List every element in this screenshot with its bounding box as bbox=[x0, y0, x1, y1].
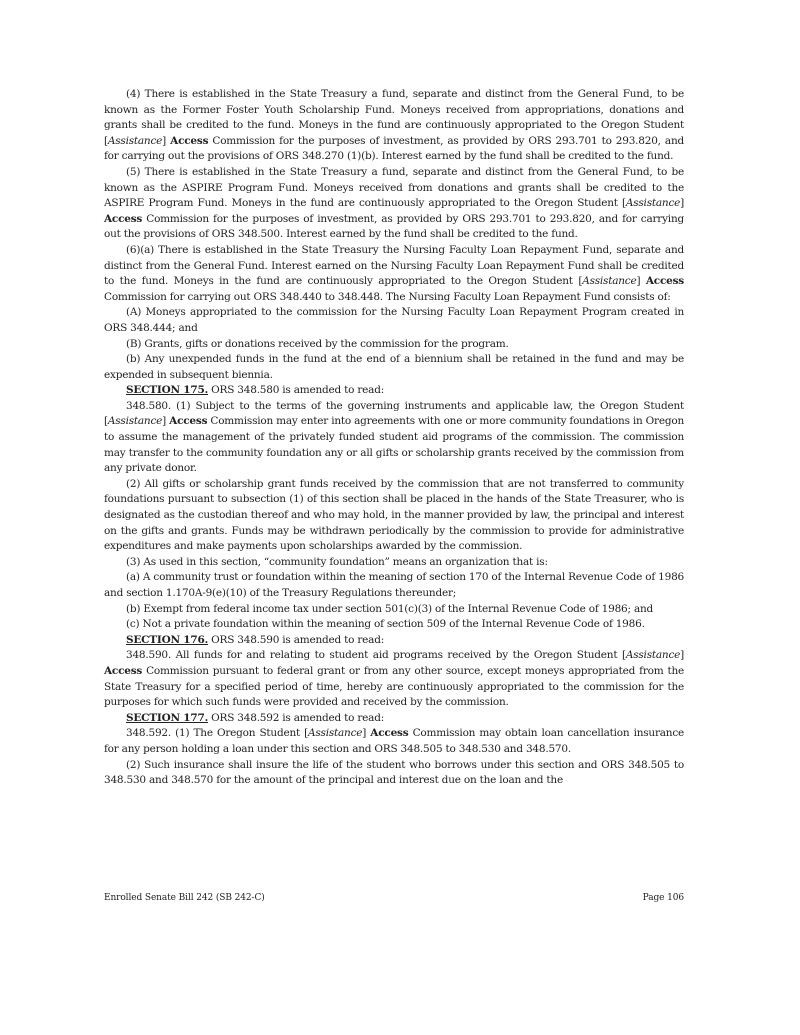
paragraph-348-580-3: (3) As used in this section, “community foundation” means an organization that is: bbox=[126, 555, 548, 568]
paragraph-348-580-3b: (b) Exempt from federal income tax under section 501(c)(3) of the Internal Revenue Code of 1986; and bbox=[126, 602, 654, 615]
paragraph-348-590: 348.590. All funds for and relating to student aid programs received by the Oregon Student [Assistance] Access Commission pursuant to federal grant or from any other source, except moneys appropriated from the State Treasury for a specified period of time, hereby are continuously appropriated to the commission for the purposes for which such funds were provided and received by the commission. bbox=[104, 649, 684, 709]
paragraph-348-580-2: (2) All gifts or scholarship grant funds received by the commission that are not transferred to community foundations pursuant to subsection (1) of this section shall be placed in the hands of the State Treasurer, who is designated as the custodian thereof and who may hold, in the manner provided by law, the principal and interest on the gifts and grants. Funds may be withdrawn periodically by the commission to provide for administrative expenditures and make payments upon scholarships awarded by the commission. bbox=[104, 477, 684, 553]
paragraph-subsection-6a-A: (A) Moneys appropriated to the commission for the Nursing Faculty Loan Repayment Program created in ORS 348.444; and bbox=[104, 306, 684, 334]
document-body bbox=[104, 87, 684, 789]
paragraph-subsection-6b: (b) Any unexpended funds in the fund at the end of a biennium shall be retained in the fund and may be expended in subsequent biennia. bbox=[104, 353, 684, 381]
paragraph-348-580-1: 348.580. (1) Subject to the terms of the governing instruments and applicable law, the Oregon Student [Assistance] Access Commission may enter into agreements with one or more community foundations in Oregon to assume the management of the privately funded student aid programs of the commission. The commission may transfer to the community foundation any or all gifts or scholarship grants received by the commission from any private donor. bbox=[104, 399, 684, 475]
section-175-heading: SECTION 175. ORS 348.580 is amended to read: bbox=[126, 384, 385, 397]
paragraph-348-592-1: 348.592. (1) The Oregon Student [Assistance] Access Commission may obtain loan cancellation insurance for any person holding a loan under this section and ORS 348.505 to 348.530 and 348.570. bbox=[104, 727, 684, 755]
section-176-heading: SECTION 176. ORS 348.590 is amended to read: bbox=[126, 633, 385, 646]
paragraph-subsection-6a: (6)(a) There is established in the State Treasury the Nursing Faculty Loan Repayment Fund, separate and distinct from the General Fund. Interest earned on the Nursing Faculty Loan Repayment Fund shall be credited to the fund. Moneys in the fund are continuously appropriated to the Oregon Student [Assistance] Access Commission for carrying out ORS 348.440 to 348.448. The Nursing Faculty Loan Repayment Fund consists of: bbox=[104, 243, 684, 303]
paragraph-348-592-2: (2) Such insurance shall insure the life of the student who borrows under this section and ORS 348.505 to 348.530 and 348.570 for the amount of the principal and interest due on the loan and the bbox=[104, 758, 684, 787]
section-177-label: SECTION 177. bbox=[126, 711, 209, 724]
paragraph-348-580-3a: (a) A community trust or foundation within the meaning of section 170 of the Internal Revenue Code of 1986 and section 1.170A-9(e)(10) of the Treasury Regulations thereunder; bbox=[104, 571, 684, 599]
section-177-heading: SECTION 177. ORS 348.592 is amended to read: bbox=[126, 711, 385, 724]
paragraph-subsection-6a-B: (B) Grants, gifts or donations received by the commission for the program. bbox=[126, 337, 509, 350]
paragraph-subsection-4: (4) There is established in the State Treasury a fund, separate and distinct from the General Fund, to be known as the Former Foster Youth Scholarship Fund. Moneys received from appropriations, donations and grants shall be credited to the fund. Moneys in the fund are continuously appropriated to the Oregon Student [Assistance] Access Commission for the purposes of investment, as provided by ORS 293.701 to 293.820, and for carrying out the provisions of ORS 348.270 (1)(b). Interest earned by the fund shall be credited to the fund. bbox=[104, 88, 684, 163]
footer-page-number: Page 106 bbox=[642, 893, 684, 903]
paragraph-348-580-3c: (c) Not a private foundation within the meaning of section 509 of the Internal Revenue Code of 1986. bbox=[126, 618, 645, 631]
section-175-label: SECTION 175. bbox=[126, 384, 209, 397]
footer-bill-name: Enrolled Senate Bill 242 (SB 242-C) bbox=[104, 893, 265, 903]
page-footer bbox=[104, 893, 684, 903]
section-176-label: SECTION 176. bbox=[126, 633, 209, 646]
paragraph-subsection-5: (5) There is established in the State Treasury a fund, separate and distinct from the General Fund, to be known as the ASPIRE Program Fund. Moneys received from donations and grants shall be credited to the ASPIRE Program Fund. Moneys in the fund are continuously appropriated to the Oregon Student [Assistance] Access Commission for the purposes of investment, as provided by ORS 293.701 to 293.820, and for carrying out the provisions of ORS 348.500. Interest earned by the fund shall be credited to the fund. bbox=[104, 165, 684, 241]
